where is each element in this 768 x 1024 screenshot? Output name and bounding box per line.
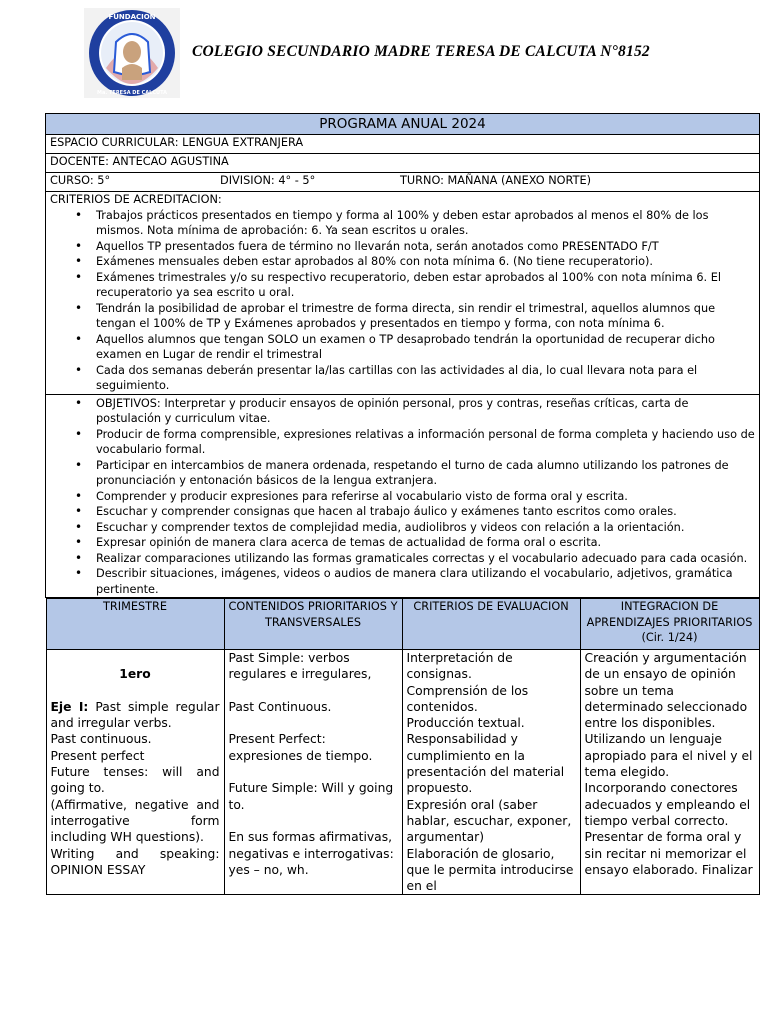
annual-program-table [45,113,760,895]
evaluacion-item: Expresión oral (saber hablar, escuchar, exponer, argumentar) [406,797,572,845]
plan-header-row [46,599,759,650]
curso: CURSO: 5° [50,174,111,187]
evaluacion-item: Comprensión de los contenidos. [406,683,529,714]
espacio-curricular: ESPACIO CURRICULAR: LENGUA EXTRANJERA [46,135,760,154]
school-name: COLEGIO SECUNDARIO MADRE TERESA DE CALCUTA N°8152 [192,43,650,60]
objetivos [46,394,760,598]
contenido-item: Past Simple: verbos regulares e irregulares, [228,651,372,682]
trimestre-line: Future tenses: will and going to. [50,765,220,796]
col-header-integracion: INTEGRACION DE APRENDIZAJES PRIORITARIOS (Cir. 1/24) [580,599,759,650]
division: DIVISION: 4° - 5° [220,174,316,187]
trimestre-cell [46,650,224,895]
school-logo [84,8,180,98]
curso-row [46,173,760,192]
evaluacion-item: Elaboración de glosario, que le permita introducirse en el [406,846,574,894]
contenido-item: Present Perfect: expresiones de tiempo. [228,732,373,763]
plan-table [46,598,760,895]
list-item: • Participar en intercambios de manera ordenada, respetando el turno de cada alumno utilizando los patrones de pronunciación y entonación básicos de la lengua extranjera. [96,458,755,489]
criterios-acreditacion [46,192,760,395]
trimestre-line: Writing and speaking: OPINION ESSAY [50,846,220,877]
list-item: • Cada dos semanas deberán presentar la/las cartillas con las actividades al dia, lo cual llevara nota para el seguimiento. [96,363,755,394]
trimestre-label: 1ero [119,667,151,682]
list-item: • Producir de forma comprensible, expresiones relativas a información personal de forma completa y haciendo uso de vocabulario formal. [96,427,755,458]
list-item: • Trabajos prácticos presentados en tiempo y forma al 100% y deben estar aprobados al menos el 80% de los mismos. Nota mínima de aprobación: 6. Ya sean escritos u orales. [96,208,755,239]
document-header [84,8,724,100]
contenido-item: Past Continuous. [228,699,332,714]
list-item: • Exámenes mensuales deben estar aprobados al 80% con nota mínima 6. (No tiene recuperatorio). [96,254,755,270]
contenidos-cell [224,650,402,895]
list-item: • Expresar opinión de manera clara acerca de temas de actualidad de forma oral o escrita. [96,535,755,551]
list-item: • Aquellos TP presentados fuera de término no llevarán nota, serán anotados como PRESENTADO F/T [96,239,755,255]
plan-section [46,598,760,896]
evaluacion-item: Interpretación de consignas. [406,651,513,682]
criterios-list [50,208,755,394]
col-header-evaluacion: CRITERIOS DE EVALUACION [402,599,580,650]
program-title: PROGRAMA ANUAL 2024 [46,114,760,135]
list-item: • OBJETIVOS: Interpretar y producir ensayos de opinión personal, pros y contras, reseñas críticas, carta de postulación y curriculum vitae. [96,396,755,427]
trimestre-line: Past continuous. [50,732,152,747]
col-header-trimestre: TRIMESTRE [46,599,224,650]
docente: DOCENTE: ANTECAO AGUSTINA [46,154,760,173]
logo-top-text: FUNDACION [108,13,156,21]
list-item: • Escuchar y comprender consignas que hacen al trabajo áulico y exámenes tanto escritos como orales. [96,504,755,520]
table-row [46,650,759,895]
criterios-heading: CRITERIOS DE ACREDITACION: [50,193,222,206]
contenido-item: En sus formas afirmativas, negativas e interrogativas: yes – no, wh. [228,830,394,877]
turno: TURNO: MAÑANA (ANEXO NORTE) [400,174,592,187]
trimestre-line: Present perfect [50,748,145,763]
eje-text: Past simple regular and irregular verbs. [50,699,220,731]
eje-line [51,699,220,732]
logo-bottom-text: Ma. TERESA DE CALCUTA [97,90,167,96]
objetivos-list [50,396,755,598]
list-item: • Realizar comparaciones utilizando las formas gramaticales correctas y el vocabulario adecuado para cada ocasión. [96,551,755,567]
list-item: • Aquellos alumnos que tengan SOLO un examen o TP desaprobado tendrán la oportunidad de recuperar dicho examen en Lugar de rendir el trimestral [96,332,755,363]
list-item: • Exámenes trimestrales y/o su respectivo recuperatorio, deben estar aprobados al 100% con nota mínima 6. El recuperatorio ya sea escrito u oral. [96,270,755,301]
list-item: • Escuchar y comprender textos de complejidad media, audiolibros y videos con relación a la orientación. [96,520,755,536]
integracion-cell: Creación y argumentación de un ensayo de opinión sobre un tema determinado seleccionado entre los disponibles. Utilizando un lenguaje apropiado para el nivel y el tema elegido. Incorporando conectores adecuados y empleando el tiempo verbal correcto. Presentar de forma oral y sin recitar ni memorizar el ensayo elaborado. Finalizar [580,650,759,895]
evaluacion-item: Responsabilidad y cumplimiento en la presentación del material propuesto. [406,732,565,796]
trimestre-line: (Affirmative, negative and interrogative form including WH questions). [50,797,220,845]
col-header-contenidos: CONTENIDOS PRIORITARIOS Y TRANSVERSALES [224,599,402,650]
list-item: • Describir situaciones, imágenes, videos o audios de manera clara utilizando el vocabulario, adjetivos, gramática pertinente. [96,566,755,597]
evaluacion-item: Producción textual. [406,716,525,731]
eje-label: Eje I: [50,699,89,714]
list-item: • Tendrán la posibilidad de aprobar el trimestre de forma directa, sin rendir el trimestral, aquellos alumnos que tengan el 100% de TP y Exámenes aprobados y presentados en tiempo y forma, con nota mínima 6. [96,301,755,332]
list-item: • Comprender y producir expresiones para referirse al vocabulario visto de forma oral y escrita. [96,489,755,505]
contenido-item: Future Simple: Will y going to. [228,781,394,812]
evaluacion-cell [402,650,580,895]
